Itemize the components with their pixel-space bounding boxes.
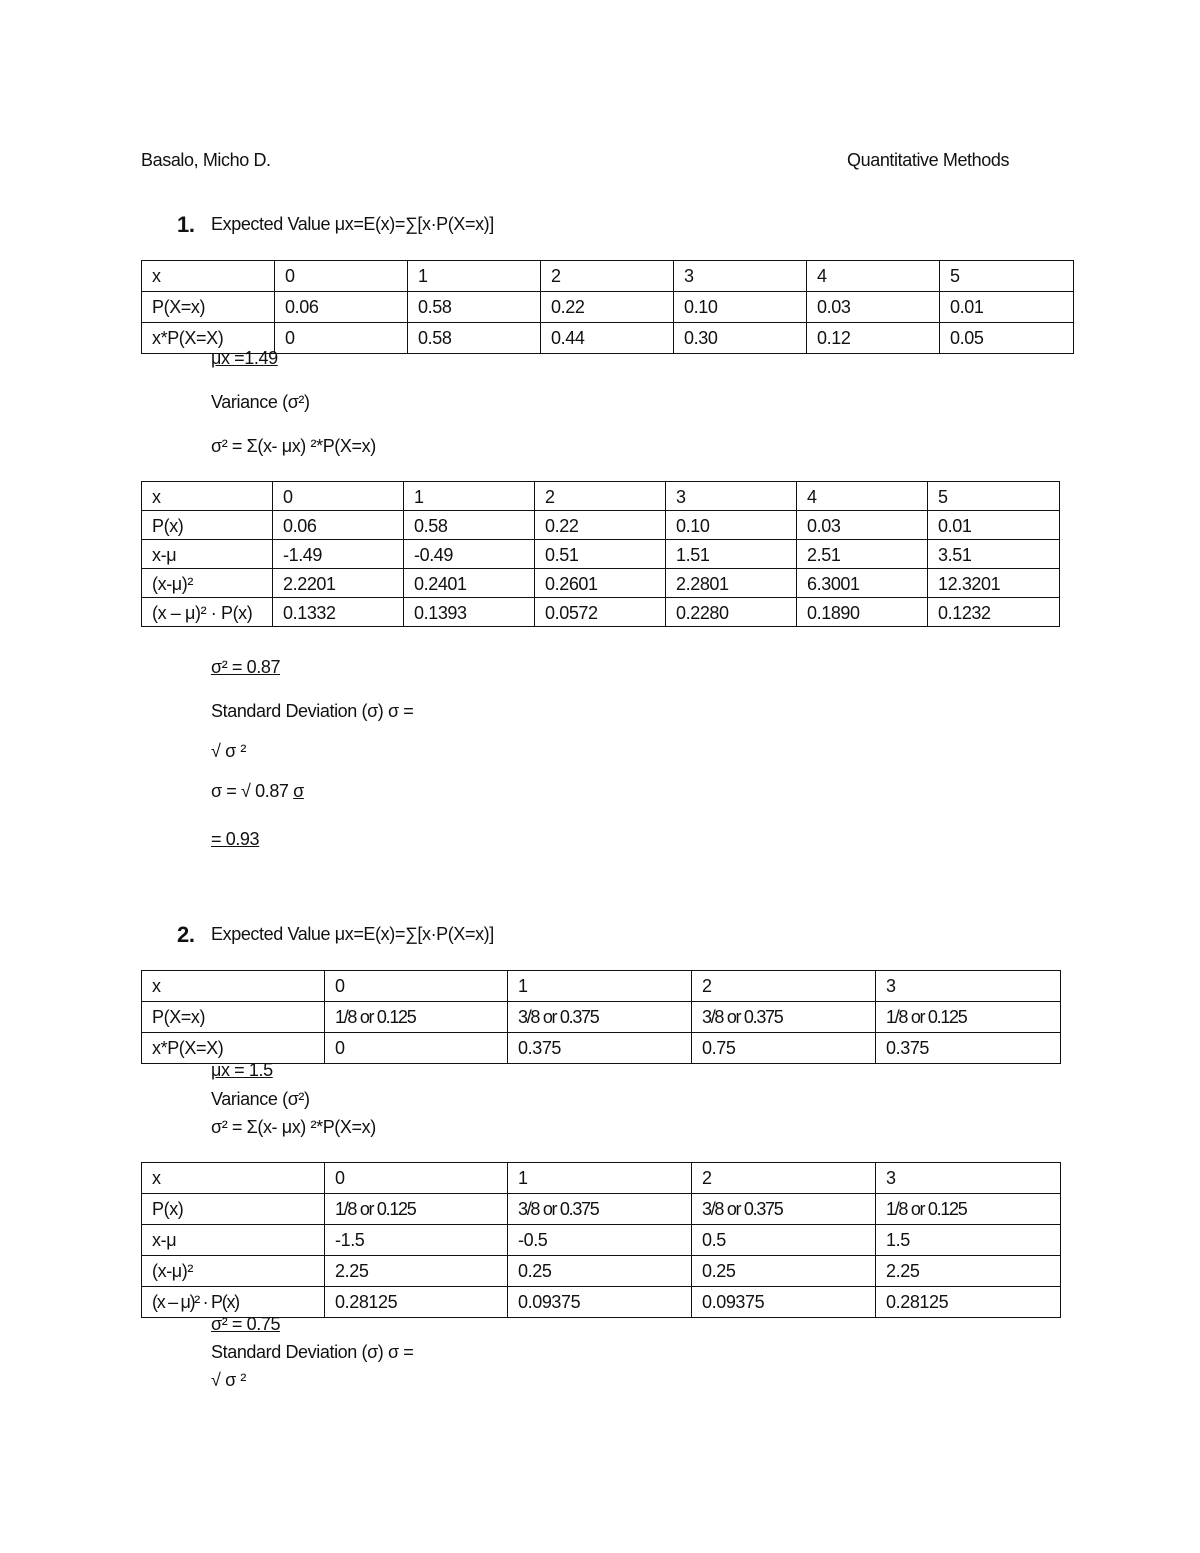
- q2-number: 2.: [177, 922, 195, 947]
- row-header-cell: x: [142, 482, 273, 511]
- row-header-cell: x: [142, 1163, 325, 1194]
- q1-number: 1.: [177, 212, 195, 237]
- q2-mean: μx = 1.5: [211, 1060, 273, 1080]
- table-cell: 0.25: [508, 1256, 692, 1287]
- table-cell: 2.51: [797, 540, 928, 569]
- table-cell: 2: [692, 971, 876, 1002]
- table-cell: 0.2401: [404, 569, 535, 598]
- table-row: [142, 1256, 1061, 1287]
- table-cell: 3: [876, 971, 1061, 1002]
- row-header-cell: P(x): [142, 1194, 325, 1225]
- table-cell: 2: [692, 1163, 876, 1194]
- student-name: Basalo, Micho D.: [141, 150, 271, 170]
- table-cell: 3/8 or 0.375: [508, 1002, 692, 1033]
- row-header-cell: x*P(X=X): [142, 323, 275, 354]
- q2-variance-result: σ² = 0.75: [211, 1314, 281, 1334]
- course-title: Quantitative Methods: [847, 150, 1010, 170]
- row-header-cell: P(x): [142, 511, 273, 540]
- q1-sd-calc-sigma: σ: [293, 781, 304, 801]
- table-cell: 0.01: [928, 511, 1060, 540]
- table-row: [142, 323, 1074, 354]
- table-cell: 1/8 or 0.125: [325, 1002, 508, 1033]
- table-cell: 0.22: [535, 511, 666, 540]
- table-cell: 12.3201: [928, 569, 1060, 598]
- table-cell: 0.75: [692, 1033, 876, 1064]
- row-header-cell: (x-μ)²: [142, 1256, 325, 1287]
- row-header-cell: (x-μ)²: [142, 569, 273, 598]
- table-cell: 0.03: [797, 511, 928, 540]
- table-cell: 0: [275, 261, 408, 292]
- table-row: [142, 1163, 1061, 1194]
- table-cell: -1.49: [273, 540, 404, 569]
- table-cell: 1/8 or 0.125: [876, 1002, 1061, 1033]
- table-cell: -0.5: [508, 1225, 692, 1256]
- table-cell: 1.5: [876, 1225, 1061, 1256]
- table-row: [142, 540, 1060, 569]
- table-cell: 0.5: [692, 1225, 876, 1256]
- q1-title: Expected Value μx=E(x)=∑[x·P(X=x)]: [211, 214, 494, 234]
- table-cell: 1: [508, 1163, 692, 1194]
- q1-variance-label: Variance (σ²): [211, 392, 310, 412]
- table-cell: 2: [541, 261, 674, 292]
- q1-sd-label: Standard Deviation (σ) σ =: [211, 701, 414, 721]
- table-cell: 0.375: [876, 1033, 1061, 1064]
- table-row: [142, 482, 1060, 511]
- table-cell: 2.2201: [273, 569, 404, 598]
- table-cell: 0.12: [807, 323, 940, 354]
- table-cell: 0.10: [674, 292, 807, 323]
- table-cell: 0.30: [674, 323, 807, 354]
- table-row: [142, 511, 1060, 540]
- q2-sd-label: Standard Deviation (σ) σ =: [211, 1342, 414, 1362]
- q1-sd-calc: [211, 781, 304, 802]
- table-cell: 0.51: [535, 540, 666, 569]
- table-cell: 0.2280: [666, 598, 797, 627]
- q1-variance-formula: σ² = Σ(x- μx) ²*P(X=x): [211, 436, 376, 456]
- table-cell: 0.2601: [535, 569, 666, 598]
- row-header-cell: (x – μ)² · P(x): [142, 598, 273, 627]
- table-row: [142, 1194, 1061, 1225]
- q1-expected-value-table: [141, 260, 1074, 354]
- table-row: [142, 1287, 1061, 1318]
- q2-expected-value-table: [141, 970, 1061, 1064]
- table-cell: 0: [325, 1033, 508, 1064]
- table-cell: 3/8 or 0.375: [508, 1194, 692, 1225]
- row-header-cell: P(X=x): [142, 1002, 325, 1033]
- table-cell: 0.01: [940, 292, 1074, 323]
- table-cell: 2.25: [876, 1256, 1061, 1287]
- table-cell: 1: [404, 482, 535, 511]
- table-cell: 2: [535, 482, 666, 511]
- table-cell: 2.25: [325, 1256, 508, 1287]
- table-cell: 5: [940, 261, 1074, 292]
- table-cell: 0: [275, 323, 408, 354]
- table-cell: 5: [928, 482, 1060, 511]
- table-cell: 0.22: [541, 292, 674, 323]
- table-cell: 0.10: [666, 511, 797, 540]
- q1-sd-result: = 0.93: [211, 829, 260, 849]
- table-cell: 0.1890: [797, 598, 928, 627]
- table-cell: 3: [876, 1163, 1061, 1194]
- table-cell: 0.58: [404, 511, 535, 540]
- table-cell: 0.28125: [325, 1287, 508, 1318]
- table-row: [142, 1002, 1061, 1033]
- table-cell: 4: [807, 261, 940, 292]
- row-header-cell: x: [142, 261, 275, 292]
- table-cell: 0.58: [408, 323, 541, 354]
- table-cell: 0.1232: [928, 598, 1060, 627]
- table-cell: 4: [797, 482, 928, 511]
- table-cell: 0.09375: [692, 1287, 876, 1318]
- row-header-cell: x*P(X=X): [142, 1033, 325, 1064]
- row-header-cell: (x – μ)² · P(x): [142, 1287, 325, 1318]
- table-row: [142, 598, 1060, 627]
- table-cell: 0.25: [692, 1256, 876, 1287]
- row-header-cell: x-μ: [142, 1225, 325, 1256]
- table-cell: 0.09375: [508, 1287, 692, 1318]
- table-cell: 1: [508, 971, 692, 1002]
- table-cell: 6.3001: [797, 569, 928, 598]
- table-cell: 0.28125: [876, 1287, 1061, 1318]
- table-cell: 1/8 or 0.125: [876, 1194, 1061, 1225]
- table-cell: 0.58: [408, 292, 541, 323]
- q2-title: Expected Value μx=E(x)=∑[x·P(X=x)]: [211, 924, 494, 944]
- table-cell: 3.51: [928, 540, 1060, 569]
- table-cell: 2.2801: [666, 569, 797, 598]
- table-cell: 0.0572: [535, 598, 666, 627]
- q1-sd-formula: √ σ ²: [211, 741, 246, 761]
- table-cell: 1: [408, 261, 541, 292]
- row-header-cell: x-μ: [142, 540, 273, 569]
- table-cell: 0.1393: [404, 598, 535, 627]
- table-cell: 0: [273, 482, 404, 511]
- table-row: [142, 1033, 1061, 1064]
- table-row: [142, 1225, 1061, 1256]
- table-cell: 0.06: [273, 511, 404, 540]
- table-row: [142, 971, 1061, 1002]
- table-row: [142, 292, 1074, 323]
- table-cell: 3/8 or 0.375: [692, 1194, 876, 1225]
- table-row: [142, 569, 1060, 598]
- q1-variance-table: [141, 481, 1060, 627]
- row-header-cell: P(X=x): [142, 292, 275, 323]
- table-cell: 0.1332: [273, 598, 404, 627]
- table-cell: 0: [325, 1163, 508, 1194]
- table-cell: 0: [325, 971, 508, 1002]
- table-row: [142, 261, 1074, 292]
- table-cell: 3: [674, 261, 807, 292]
- table-cell: 3: [666, 482, 797, 511]
- q1-sd-calc-prefix: σ = √ 0.87: [211, 781, 294, 801]
- q2-variance-label: Variance (σ²): [211, 1089, 310, 1109]
- q1-variance-result: σ² = 0.87: [211, 657, 281, 677]
- row-header-cell: x: [142, 971, 325, 1002]
- table-cell: 1.51: [666, 540, 797, 569]
- table-cell: 0.05: [940, 323, 1074, 354]
- q2-sd-formula: √ σ ²: [211, 1370, 246, 1390]
- table-cell: 0.44: [541, 323, 674, 354]
- table-cell: -1.5: [325, 1225, 508, 1256]
- table-cell: 3/8 or 0.375: [692, 1002, 876, 1033]
- table-cell: 0.06: [275, 292, 408, 323]
- table-cell: 1/8 or 0.125: [325, 1194, 508, 1225]
- q2-variance-formula: σ² = Σ(x- μx) ²*P(X=x): [211, 1117, 376, 1137]
- table-cell: -0.49: [404, 540, 535, 569]
- q2-variance-table: [141, 1162, 1061, 1318]
- table-cell: 0.03: [807, 292, 940, 323]
- q1-mean: μx =1.49: [211, 348, 278, 368]
- table-cell: 0.375: [508, 1033, 692, 1064]
